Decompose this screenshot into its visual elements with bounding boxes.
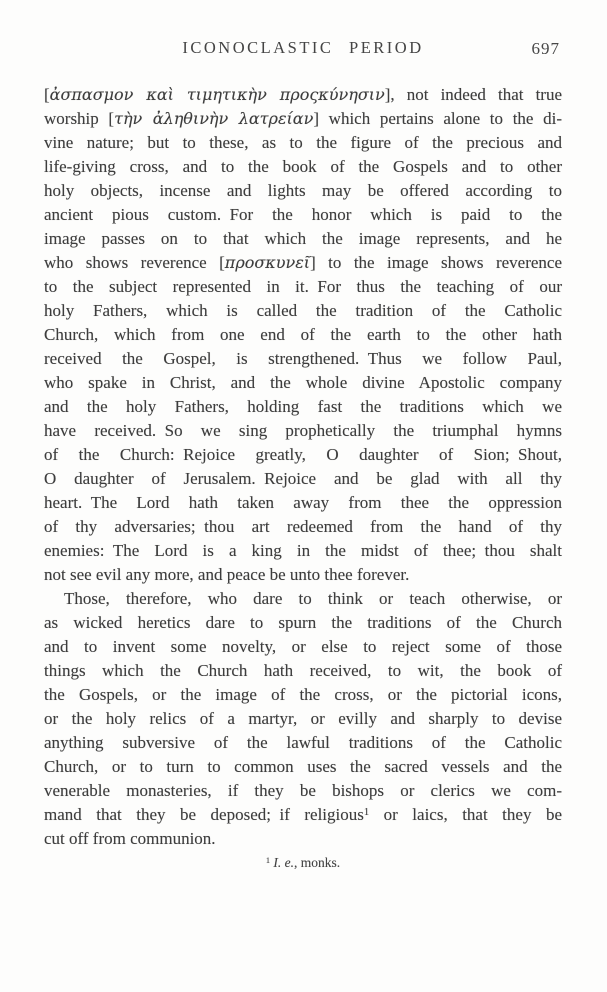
text-segment: holy Fathers, which is called the tradition of the Catholic xyxy=(44,301,562,320)
text-line xyxy=(44,179,562,203)
text-segment: who shows reverence [ xyxy=(44,253,225,272)
text-line xyxy=(44,395,562,419)
greek-text: τὴν ἀληθινὴν λατρείαν xyxy=(114,109,314,128)
text-line xyxy=(44,83,562,107)
text-line xyxy=(44,443,562,467)
text-segment: have received. So we sing prophetically the triumphal hymns xyxy=(44,421,562,440)
text-segment: ] which pertains alone to the di- xyxy=(313,109,563,128)
footnote xyxy=(44,855,562,871)
text-segment: to the subject represented in it. For thus the teaching of our xyxy=(44,277,562,296)
text-line xyxy=(44,803,562,827)
text-segment: and the holy Fathers, holding fast the traditions which we xyxy=(44,397,562,416)
text-line xyxy=(44,203,562,227)
text-line xyxy=(44,707,562,731)
text-segment: mand that they be deposed; if religious xyxy=(44,805,364,824)
text-line xyxy=(44,491,562,515)
page-header xyxy=(44,38,562,64)
text-segment: image passes on to that which the image represents, and he xyxy=(44,229,562,248)
text-line xyxy=(44,251,562,275)
text-line xyxy=(44,779,562,803)
text-segment: [ xyxy=(44,85,50,104)
text-block xyxy=(44,83,562,851)
text-segment: of the Church: Rejoice greatly, O daughter of Sion; Shout, xyxy=(44,445,562,464)
text-line xyxy=(44,635,562,659)
text-line xyxy=(44,419,562,443)
text-segment: enemies: The Lord is a king in the midst of thee; thou shalt xyxy=(44,541,562,560)
text-line xyxy=(44,755,562,779)
text-segment: received the Gospel, is strengthened. Thus we follow Paul, xyxy=(44,349,562,368)
text-segment: who spake in Christ, and the whole divine Apostolic company xyxy=(44,373,562,392)
text-segment: 1 xyxy=(363,807,370,819)
text-segment: and to invent some novelty, or else to reject some of those xyxy=(44,637,562,656)
text-segment: cut off from communion. xyxy=(44,829,216,848)
text-line xyxy=(44,659,562,683)
text-segment: 1 xyxy=(265,856,271,866)
text-segment: or the holy relics of a martyr, or evilly and sharply to devise xyxy=(44,709,562,728)
text-line xyxy=(44,371,562,395)
greek-text: προσκυνεῖ xyxy=(224,253,311,272)
text-line xyxy=(44,827,562,851)
text-segment: vine nature; but to these, as to the figure of the precious and xyxy=(44,133,562,152)
text-line xyxy=(44,275,562,299)
text-segment: anything subversive of the lawful traditions of the Catholic xyxy=(44,733,562,752)
text-line xyxy=(44,131,562,155)
text-segment: worship [ xyxy=(44,109,115,128)
text-segment: heart. The Lord hath taken away from thee the oppression xyxy=(44,493,562,512)
paragraph xyxy=(44,587,562,851)
text-segment: ancient pious custom. For the honor which is paid to the xyxy=(44,205,562,224)
text-segment: Church, which from one end of the earth to the other hath xyxy=(44,325,562,344)
text-segment: ] to the image shows reverence xyxy=(310,253,562,272)
text-line xyxy=(44,683,562,707)
text-line xyxy=(44,227,562,251)
text-segment: venerable monasteries, if they be bishops or clerics we com- xyxy=(44,781,562,800)
text-line xyxy=(44,323,562,347)
text-segment: I. e. xyxy=(273,855,295,870)
text-segment: life-giving cross, and to the book of the Gospels and to other xyxy=(44,157,562,176)
text-line xyxy=(44,731,562,755)
text-line xyxy=(44,611,562,635)
text-segment: holy objects, incense and lights may be offered according to xyxy=(44,181,562,200)
text-line xyxy=(44,539,562,563)
text-line xyxy=(44,347,562,371)
text-segment: Church, or to turn to common uses the sacred vessels and the xyxy=(44,757,562,776)
text-line xyxy=(44,467,562,491)
text-line xyxy=(44,107,562,131)
page-number: 697 xyxy=(531,39,560,58)
greek-text: ἀσπασμον καὶ τιμητικὴν προςκύνησιν xyxy=(49,85,385,104)
page-header-title: ICONOCLASTIC PERIOD xyxy=(182,38,424,57)
text-segment: as wicked heretics dare to spurn the traditions of the Church xyxy=(44,613,562,632)
text-segment: ], not indeed that true xyxy=(384,85,563,104)
text-line xyxy=(44,587,562,611)
text-line xyxy=(44,299,562,323)
text-segment: , monks. xyxy=(294,855,341,870)
text-line xyxy=(44,155,562,179)
text-line xyxy=(44,515,562,539)
text-segment: not see evil any more, and peace be unto thee forever. xyxy=(44,565,410,584)
text-segment: or laics, that they be xyxy=(369,805,562,824)
text-segment: O daughter of Jerusalem. Rejoice and be glad with all thy xyxy=(44,469,562,488)
text-segment: of thy adversaries; thou art redeemed from the hand of thy xyxy=(44,517,562,536)
text-segment: things which the Church hath received, to wit, the book of xyxy=(44,661,562,680)
paragraph xyxy=(44,83,562,587)
text-line xyxy=(44,563,562,587)
text-segment: Those, therefore, who dare to think or teach otherwise, or xyxy=(64,589,562,608)
text-segment: the Gospels, or the image of the cross, or the pictorial icons, xyxy=(44,685,562,704)
